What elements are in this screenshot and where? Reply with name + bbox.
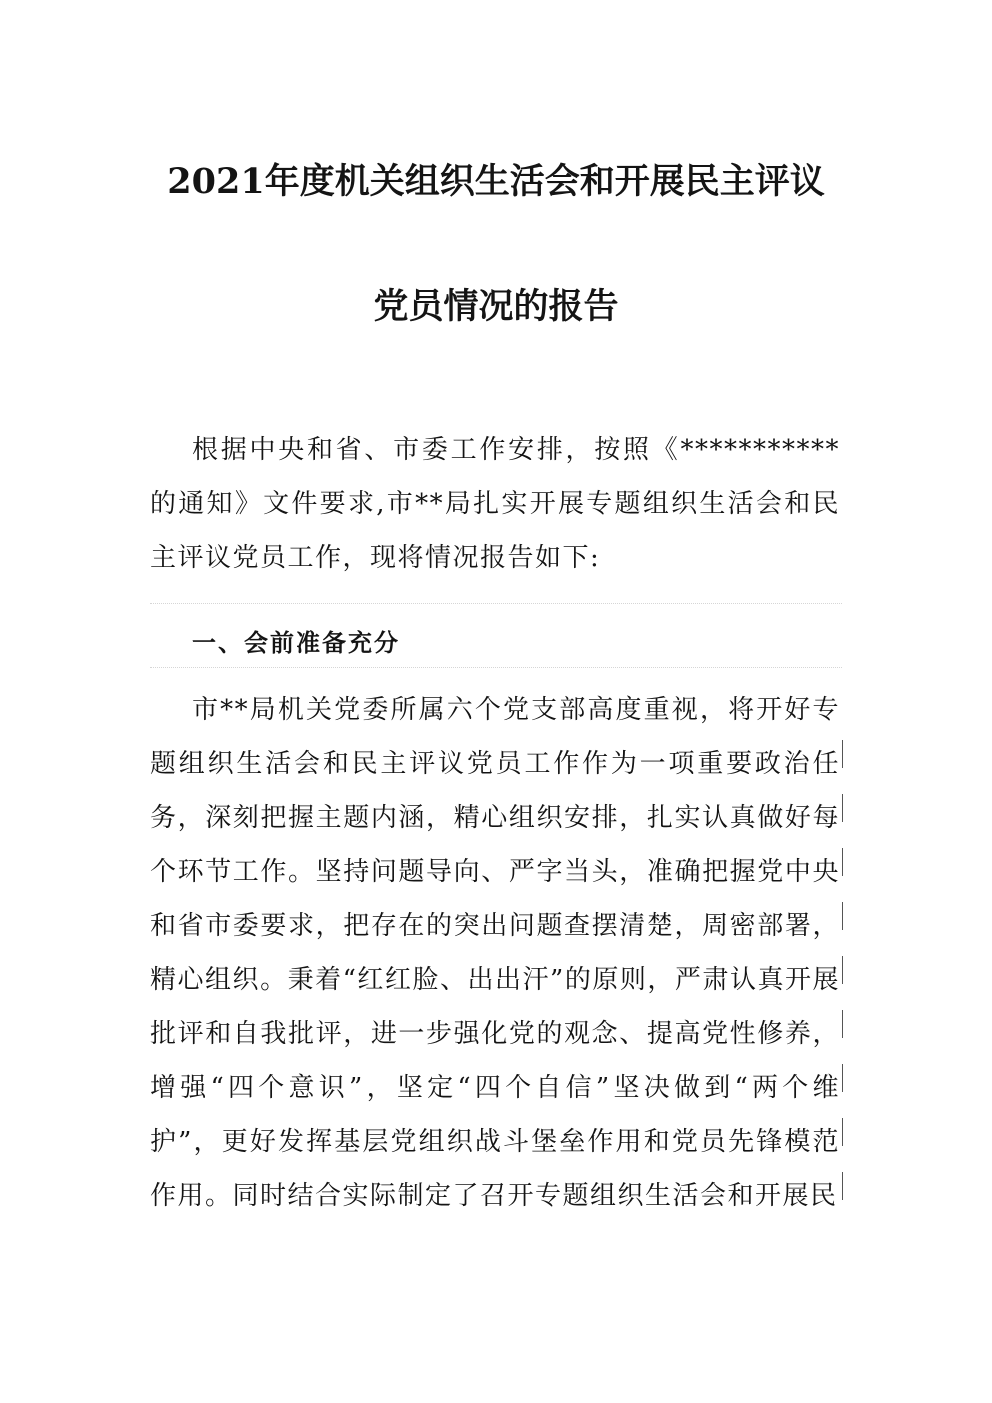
margin-marker xyxy=(842,794,843,822)
section-divider-bottom xyxy=(150,667,842,668)
document-title-line-2: 党员情况的报告 xyxy=(373,286,619,327)
section-heading-1: 一、会前准备充分 xyxy=(192,629,400,657)
margin-marker xyxy=(842,1118,843,1146)
section-1-paragraph: 市**局机关党委所属六个党支部高度重视，将开好专题组织生活会和民主评议党员工作作为一项重要政治任务，深刻把握主题内涵，精心组织安排，扎实认真做好每个环节工作。坚持问题导向、严字当头，准确把握党中央和省市委要求，把存在的突出问题查摆清楚，周密部署，精心组织。秉着“红红脸、出出汗”的原则，严肃认真开展批评和自我批评，进一步强化党的观念、提高党性修养，增强“四个意识”，坚定“四个自信”坚决做到“两个维护”，更好发挥基层党组织战斗堡垒作用和党员先锋模范作用。同时结合实际制定了召开专题组织生活会和开展民 xyxy=(150,695,840,1211)
margin-marker xyxy=(842,956,843,984)
margin-marker xyxy=(842,740,843,768)
margin-marker xyxy=(842,902,843,930)
margin-marker xyxy=(842,1172,843,1200)
margin-marker xyxy=(842,1064,843,1092)
margin-marker xyxy=(842,1010,843,1038)
margin-marker xyxy=(842,848,843,876)
document-title-line-1: 2021年度机关组织生活会和开展民主评议 xyxy=(167,161,825,202)
margin-line-markers xyxy=(842,740,844,1200)
intro-paragraph: 根据中央和省、市委工作安排，按照《***********的通知》文件要求,市**局扎实开展专题组织生活会和民主评议党员工作，现将情况报告如下: xyxy=(150,435,840,573)
section-divider-top xyxy=(150,603,842,604)
